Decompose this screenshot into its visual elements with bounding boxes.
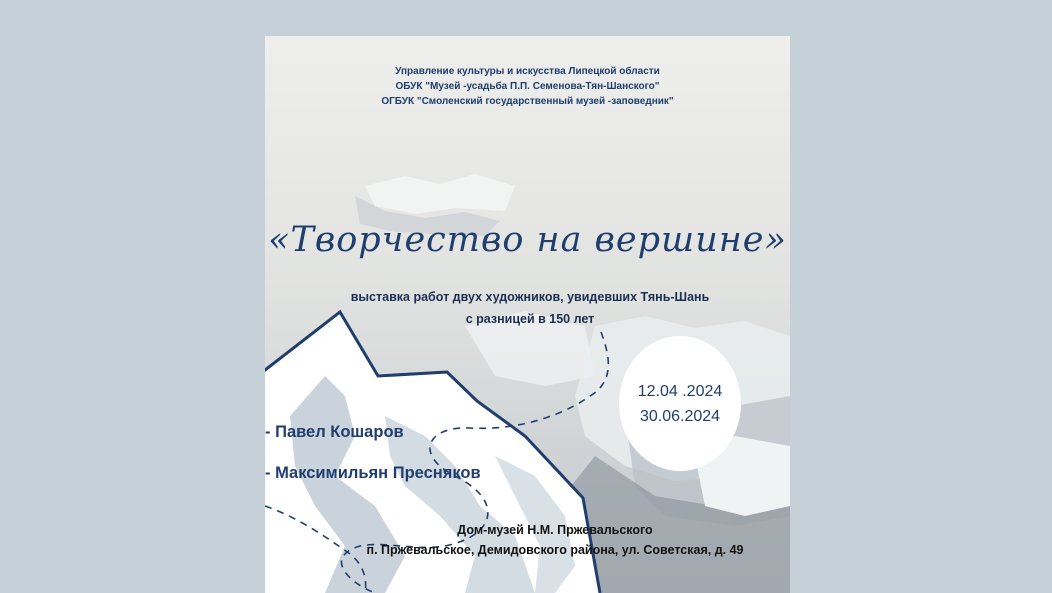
artist-name: - Максимильян Пресняков	[265, 464, 481, 482]
start-date: 12.04 .2024	[637, 382, 723, 400]
subtitle-line-2: с разницей в 150 лет	[465, 312, 595, 326]
exhibition-subtitle	[265, 286, 790, 330]
end-date: 30.06.2024	[639, 407, 721, 425]
exhibition-title: «Творчество на вершине»	[268, 220, 787, 260]
organizer-line: Управление культуры и искусства Липецкой области	[395, 66, 660, 77]
exhibition-poster	[265, 36, 790, 593]
dates-circle	[619, 336, 741, 471]
organizer-line: ОБУК "Музей -усадьба П.П. Семенова-Тян-Шанского"	[395, 81, 660, 92]
organizers-block	[265, 64, 790, 109]
venue-name: Дом-музей Н.М. Пржевальского	[457, 523, 653, 537]
venue-address: п. Пржевальское, Демидовского района, ул. Советская, д. 49	[366, 543, 744, 557]
subtitle-line-1: выставка работ двух художников, увидевших Тянь-Шань	[350, 290, 710, 304]
artist-name: - Павел Кошаров	[265, 423, 404, 441]
organizer-line: ОГБУК "Смоленский государственный музей -заповедник"	[381, 96, 674, 107]
venue-block	[265, 520, 790, 560]
